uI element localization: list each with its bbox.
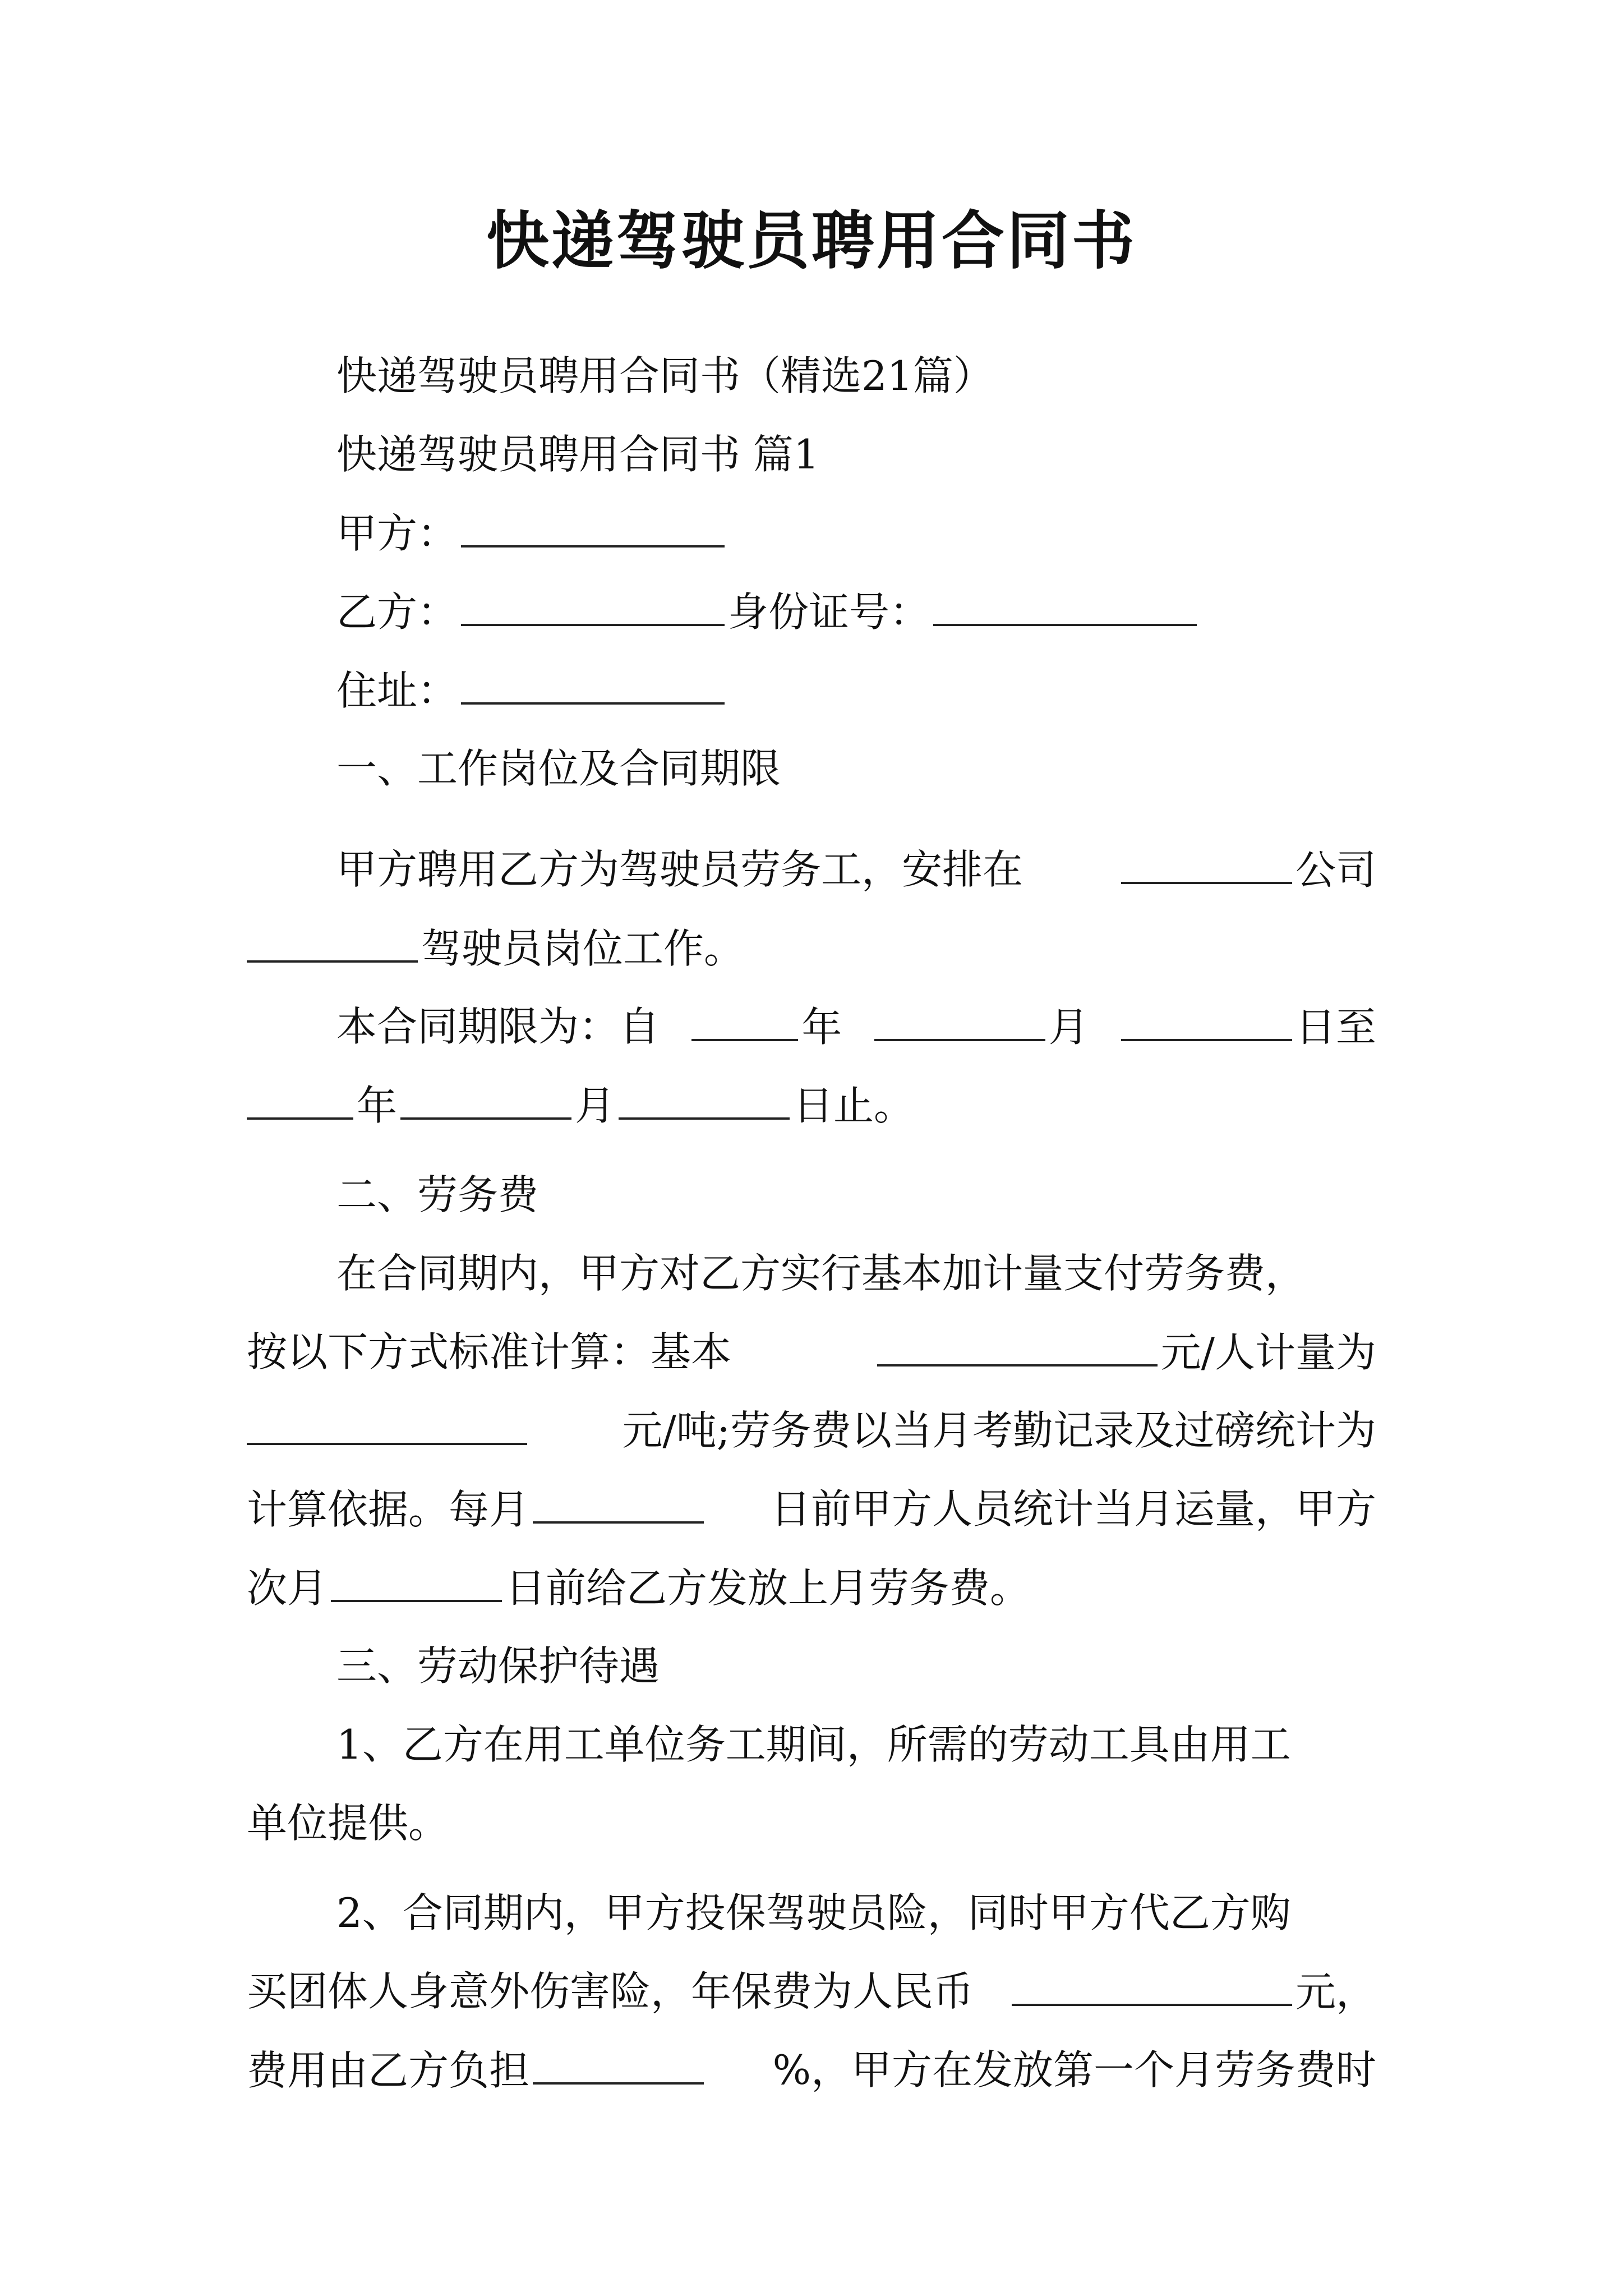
ton-fee-blank [247, 1402, 527, 1445]
day-to-text: 日至 [1295, 1004, 1376, 1051]
para-2e2: 日前给乙方发放上月劳务费。 [505, 1565, 1031, 1612]
section-header: 快递驾驶员聘用合同书 篇1 [336, 431, 819, 478]
premium-blank [1012, 1963, 1292, 2006]
para-4c1: 费用由乙方负担 [247, 2047, 530, 2094]
paragraph-2-line-1: 在合同期内，甲方对乙方实行基本加计量支付劳务费， [336, 1250, 1306, 1297]
paragraph-2-line-5 [247, 1559, 1030, 1616]
year-text: 年 [801, 1004, 842, 1051]
company-blank [1121, 841, 1292, 884]
paragraph-2-line-4 [247, 1481, 1376, 1538]
paragraph-1-line-1 [336, 841, 1376, 898]
address-line [336, 662, 728, 719]
id-blank [933, 583, 1197, 626]
end-day-blank [619, 1077, 790, 1120]
year-text-2: 年 [357, 1082, 398, 1129]
para-2d2: 日前甲方人员统计当月运量，甲方 [770, 1485, 1376, 1533]
party-b-line [336, 583, 1200, 640]
stat-day-blank [533, 1481, 704, 1524]
end-month-blank [400, 1077, 571, 1120]
day-end-text: 日止。 [793, 1082, 915, 1129]
heading-2: 二、劳务费 [336, 1171, 539, 1218]
paragraph-4-line-3 [247, 2042, 1376, 2099]
paragraph-3-line-1: 1、乙方在用工单位务工期间，所需的劳动工具由用工 [336, 1721, 1291, 1768]
paragraph-2-line-3 [247, 1402, 1376, 1458]
para-2c: 元/吨;劳务费以当月考勤记录及过磅统计为 [622, 1407, 1376, 1454]
party-a-line [336, 505, 728, 562]
share-percent-blank [533, 2042, 704, 2085]
para-2b2: 元/人计量为 [1160, 1329, 1376, 1376]
start-month-blank [874, 999, 1045, 1041]
para-1b: 公司 [1295, 846, 1376, 894]
month-text-2: 月 [575, 1082, 616, 1129]
document-subtitle: 快递驾驶员聘用合同书（精选21篇） [336, 352, 994, 399]
para-1c: 驾驶员岗位工作。 [421, 925, 745, 972]
party-b-blank [461, 583, 725, 626]
heading-3: 三、劳动保护待遇 [336, 1642, 660, 1690]
paragraph-2-line-2 [247, 1324, 1376, 1381]
para-4c2: %，甲方在发放第一个月劳务费时 [772, 2046, 1376, 2093]
document-title: 快递驾驶员聘用合同书 [486, 204, 1137, 278]
pay-day-blank [331, 1559, 502, 1602]
para-2e1: 次月 [247, 1565, 328, 1612]
start-year-blank [691, 999, 798, 1041]
term-label: 本合同期限为：自 [336, 1003, 660, 1050]
paragraph-4-line-1: 2、合同期内，甲方投保驾驶员险，同时甲方代乙方购 [336, 1889, 1291, 1936]
start-day-blank [1121, 999, 1292, 1041]
para-4b1: 买团体人身意外伤害险，年保费为人民币 [247, 1968, 974, 2015]
para-1a: 甲方聘用乙方为驾驶员劳务工，安排在 [336, 846, 1023, 893]
post-blank [247, 920, 418, 963]
month-text: 月 [1048, 1004, 1089, 1051]
party-b-label: 乙方： [336, 588, 458, 636]
party-a-blank [461, 505, 725, 547]
heading-1: 一、工作岗位及合同期限 [336, 745, 781, 792]
end-year-blank [247, 1077, 353, 1120]
party-a-label: 甲方： [336, 510, 458, 557]
para-2b1: 按以下方式标准计算：基本 [247, 1328, 732, 1375]
id-label: 身份证号： [728, 588, 930, 636]
term-line-2 [247, 1077, 914, 1134]
paragraph-3-line-2: 单位提供。 [247, 1800, 449, 1847]
paragraph-4-line-2 [247, 1963, 1376, 2020]
address-blank [461, 662, 725, 705]
paragraph-1-line-2 [247, 920, 744, 977]
para-2d1: 计算依据。每月 [247, 1486, 530, 1533]
para-4b2: 元， [1295, 1968, 1376, 2016]
address-label: 住址： [336, 667, 458, 714]
term-line-1 [336, 999, 1376, 1055]
base-fee-blank [877, 1324, 1158, 1366]
